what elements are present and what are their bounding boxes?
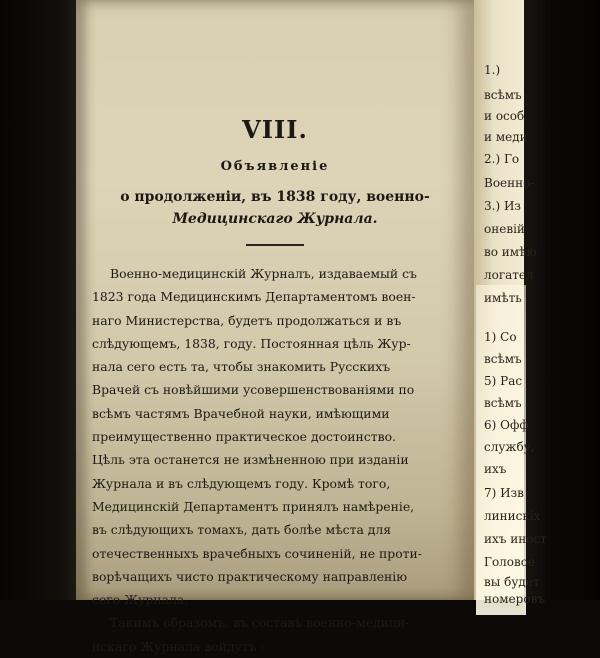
- fragment-line: ихъ: [484, 462, 507, 476]
- fragment-line: 2.) Го: [484, 152, 520, 166]
- fragment-line: имѣть: [484, 291, 522, 305]
- body-line: Такимъ образомъ, въ составъ военно-медици-: [110, 615, 410, 631]
- body-line: Врачей съ новѣйшими усовершенствованіями по: [92, 382, 415, 398]
- announcement-subtitle-2: Медицинскаго Журнала.: [172, 211, 378, 227]
- body-line: Журнала и въ слѣдующемъ году. Кромѣ того,: [92, 475, 391, 491]
- body-line: слѣдующемъ, 1838, году. Постоянная цѣль Жур-: [92, 335, 411, 351]
- fragment-line: ихъ иност: [484, 532, 547, 546]
- fragment-line: 7) Изв: [484, 486, 524, 500]
- fragment-line: оневій: [484, 222, 525, 236]
- fragment-line: 5) Рас: [484, 374, 523, 388]
- announcement-subtitle-1: о продолженіи, въ 1838 году, военно-: [120, 189, 430, 205]
- fragment-line: всѣмъ: [484, 352, 522, 366]
- body-line: Медицинскій Департаментъ принялъ намѣреніе,: [92, 498, 415, 514]
- fragment-line: всѣмъ: [484, 396, 522, 410]
- fragment-line: и меди: [484, 130, 528, 144]
- body-line: наго Министерства, будетъ продолжаться и въ: [92, 312, 402, 328]
- fragment-line: 3.) Из: [484, 199, 521, 213]
- fragment-line: 1.): [484, 63, 501, 77]
- fragment-line: линискіх: [484, 509, 541, 523]
- body-line: въ слѣдующихъ томахъ, дать болѣе мѣста для: [92, 522, 392, 538]
- fragment-line: Военно-: [484, 176, 535, 190]
- fragment-line: номеровъ: [484, 592, 545, 606]
- divider-rule: [246, 244, 304, 246]
- body-line: Цѣль эта останется не измѣненною при изданіи: [92, 452, 409, 468]
- fragment-line: и особ.: [484, 109, 529, 123]
- fragment-line: службу,: [484, 440, 535, 454]
- announcement-title: Объявленіе: [220, 159, 330, 174]
- fragment-line: логател: [484, 268, 534, 282]
- right-page-text-fragments: [480, 0, 547, 606]
- announcement-body: [92, 262, 460, 658]
- body-line: всѣмъ частямъ Врачебной науки, имѣющими: [92, 405, 390, 421]
- fragment-line: вы будет: [484, 575, 540, 589]
- body-line: отечественныхъ врачебныхъ сочиненій, не проти-: [92, 545, 422, 561]
- fragment-line: 6) Офф: [484, 418, 529, 432]
- background-left: [0, 0, 78, 600]
- body-line: Военно-медицинскій Журналъ, издаваемый съ: [110, 266, 417, 281]
- body-line: нала сего есть та, чтобы знакомить Русскихъ: [92, 359, 391, 375]
- fragment-line: всѣмъ: [484, 88, 522, 102]
- section-number: VIII.: [242, 115, 308, 144]
- fragment-line: Головое: [484, 555, 536, 569]
- body-line: 1823 года Медицинскимъ Департаментомъ воен-: [92, 289, 416, 305]
- body-line: сего Журнала.: [92, 592, 189, 608]
- body-line: ворѣчащихъ чисто практическому направленію: [92, 568, 408, 584]
- body-line: нскаго Журнала войдутъ :: [92, 638, 265, 654]
- fragment-line: 1) Со: [484, 330, 517, 344]
- body-line: преимущественно практическое достоинство.: [92, 429, 396, 445]
- fragment-line: во имѣю: [484, 245, 537, 259]
